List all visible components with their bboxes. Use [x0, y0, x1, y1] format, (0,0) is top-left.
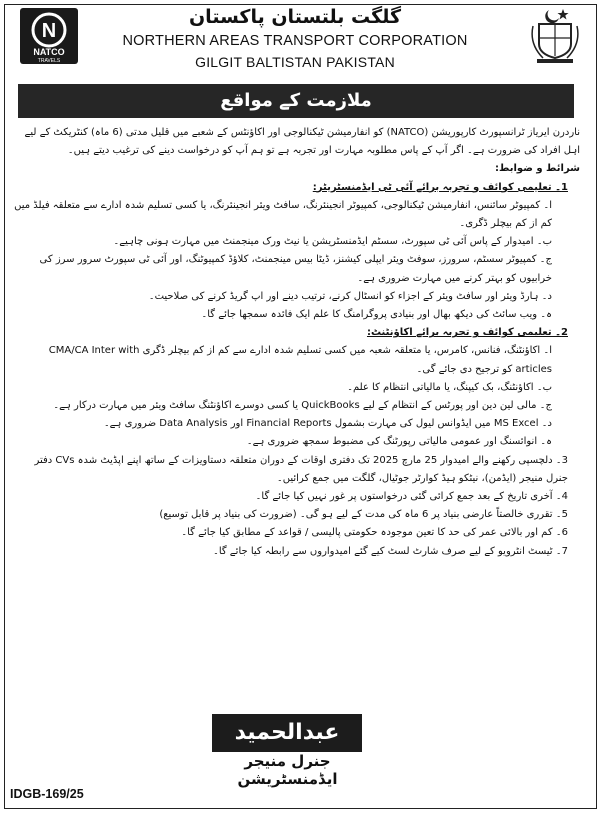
- advertisement-body: [10, 124, 580, 561]
- list-item: ہ۔ انوائسنگ اور عمومی مالیاتی رپورٹنگ کی مضبوط سمجھ ضروری ہے۔: [246, 436, 552, 448]
- point-item: 5۔ تقرری خالصتاً عارضی بنیاد پر 6 ماہ کی مدت کے لیے ہو گی۔ (ضرورت کی بنیاد پر قابل توسیع): [159, 509, 568, 521]
- point-item: 7۔ ٹیسٹ انٹرویو کے لیے صرف شارٹ لسٹ کیے گئے امیدواروں سے رابطہ کیا جائے گا۔: [212, 545, 568, 557]
- signatory-title: جنرل منیجر ایڈمنسٹریشن: [237, 752, 338, 788]
- reference-code: IDGB-169/25: [10, 787, 84, 801]
- natco-logo: [20, 8, 78, 64]
- logo-subtext: TRAVELS: [37, 58, 61, 64]
- intro-paragraph: ناردرن ایریاز ٹرانسپورٹ کارپوریشن (NATCO) کو انفارمیشن ٹیکنالوجی اور اکاؤنٹس کے شعبے میں قلیل مدتی (6 ماہ) کنٹریکٹ کے لیے اہل افراد کی ضرورت ہے۔ اگر آپ کے پاس مطلوبہ مہارت اور تجربہ ہے تو ہم آپ کو درخواست دینے کی ترغیب دیتے ہیں۔: [24, 127, 580, 157]
- list-item: ا۔ کمپیوٹر سائنس، انفارمیشن ٹیکنالوجی، کمپیوٹر انجینئرنگ، سافٹ ویئر انجینئرنگ، یا کسی تسلیم شدہ ادارے سے متعلقہ فیلڈ میں کم از کم بیچلر ڈگری۔: [14, 199, 552, 230]
- list-item: ہ۔ ویب سائٹ کی دیکھ بھال اور بنیادی پروگرامنگ کا علم ایک فائدہ سمجھا جائے گا۔: [201, 309, 552, 321]
- list-item: ا۔ اکاؤنٹنگ، فنانس، کامرس، یا متعلقہ شعبہ میں کسی تسلیم شدہ ادارے سے کم از کم بیچلر ڈگری CMA/CA Inter with articles کو ترجیح دی جائے گی۔: [48, 345, 552, 375]
- list-item: د۔ ہارڈ ویئر اور سافٹ ویئر کے اجزاء کو انسٹال کرنے، ترتیب دینے اور اپ گریڈ کرنے کی صلاحیت۔: [148, 290, 552, 302]
- list-item: د۔ MS Excel میں ایڈوانس لیول کی مہارت بشمول Financial Reports اور Data Analysis ضروری ہے۔: [103, 418, 552, 430]
- list-item: ب۔ امیدوار کے پاس آئی ٹی سپورٹ، سسٹم ایڈمنسٹریشن یا نیٹ ورک مینجمنٹ میں مہارت ہونی چاہیے۔: [113, 236, 552, 248]
- list-item: ج۔ مالی لین دین اور پورٹس کے انتظام کے لیے QuickBooks یا کسی دوسرے اکاؤنٹنگ سافٹ ویئر میں مہارت درکار ہے۔: [53, 400, 552, 412]
- point-item: 4۔ آخری تاریخ کے بعد جمع کرائی گئی درخواستوں پر غور نہیں کیا جائے گا۔: [255, 491, 568, 503]
- job-opportunities-banner: ملازمت کے مواقع: [18, 84, 574, 118]
- it-admin-heading: 1۔ تعلیمی کوائف و تجربہ برائے آئی ٹی ایڈمنسٹریٹر:: [312, 181, 568, 193]
- svg-text:N: N: [41, 20, 57, 42]
- accountant-heading: 2۔ تعلیمی کوائف و تجربہ برائے اکاؤنٹنٹ:: [366, 327, 568, 339]
- list-item: ج۔ کمپیوٹر سسٹم، سرورز، سوفٹ ویئر ایپلی کیشنز، ڈیٹا بیس مینجمنٹ، کلاؤڈ کمپیوٹنگ، اور آئی ٹی سپورٹ سرور سرز کی خرابیوں کو بہتر کرنے میں مہارت ضروری ہے۔: [39, 254, 552, 284]
- logo-text: NATCO: [33, 47, 65, 57]
- organization-name: NORTHERN AREAS TRANSPORT CORPORATION: [122, 33, 468, 49]
- header-urdu-title: گلگت بلتستان پاکستان: [188, 6, 402, 28]
- conditions-heading: شرائط و ضوابط:: [495, 163, 580, 175]
- point-item: 6۔ کم اور بالائی عمر کی حد کا تعین موجودہ حکومتی پالیسی / قواعد کے مطابق کیا جائے گا۔: [181, 527, 568, 539]
- organization-location: GILGIT BALTISTAN PAKISTAN: [195, 54, 395, 70]
- list-item: ب۔ اکاؤنٹنگ، بک کیپنگ، یا مالیاتی انتظام کا علم۔: [347, 381, 552, 393]
- government-emblem-icon: [529, 6, 581, 64]
- point-item: 3۔ دلچسپی رکھنے والے امیدوار 25 مارچ 2025 تک دفتری اوقات کے دوران متعلقہ دستاویزات کے ساتھ اپنے اپڈیٹ شدہ CVs دفتر جنرل منیجر (ایڈمن)، نیٹکو ہیڈ کوارٹر جوٹیال، گلگت میں جمع کرائیں۔: [34, 454, 568, 484]
- signatory-name-stamp: عبدالحمید: [212, 714, 362, 752]
